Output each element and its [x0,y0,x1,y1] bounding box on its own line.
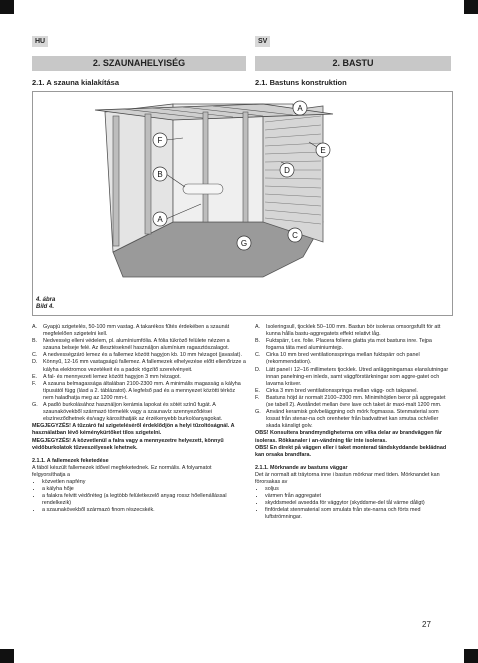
list-item: D. Könnyű, 12-16 mm vastagságú fallemez. A fallemezek elhelyezése előtt ellenőrizze a kályha elektromos vezetékeit és a padok rögzítő szerelvényeit. [32,359,246,373]
page-number: 27 [422,620,431,629]
callout-a-left: A [157,215,163,224]
column-sv [255,324,451,522]
subsection-header-sv: 2.1. Bastuns konstruktion [255,78,347,87]
figure-caption-sv: Bild 4. [36,304,55,310]
bullet-item: • közvetlen napfény [42,479,246,486]
corner-mark [0,0,14,14]
callout-c: C [292,231,298,240]
intro-text-hu: A fából készült fallemezek idővel megfeketednek. Ez normális. A folyamatot felgyorsíthatja a [32,464,212,478]
warning-note: OBS! En direkt på väggen eller i taket monterad tändskyddande beklädnad kan orsaka brandfara. [255,444,447,458]
list-item: C. Cirka 10 mm bred ventilationsspringa mellan fuktspärr och panel (rekommendation). [255,352,420,366]
warning-note: MEGJEGYZÉS! A közvetlenül a falra vagy a mennyezetre helyezett, könnyű védőburkolatok tűzveszélyesek lehetnek. [32,437,224,451]
section-header-hu: 2. SZAUNAHELYISÉG [32,56,246,71]
intro-text-sv: Det är normalt att träytorna inne i bastun mörknar med tiden. Mörknandet kan förorsakas av [255,471,440,485]
list-item: A. Isoleringsull, tjocklek 50–100 mm. Bastun bör isoleras omsorgsfullt för att kunna hålla bastu-aggregatets effekt relativt låg. [255,324,441,338]
bullet-item: • a falakra felvitt védőréteg (a legtöbb felületkezelő anyag rossz hőellenállással rendelkezik) [42,493,246,507]
subsection-title-sv: 2.1.1. Mörknande av bastuns väggar [255,464,348,471]
corner-mark [0,649,14,663]
list-item: A. Gyapjú szigetelés, 50-100 mm vastag. A takarékos fűtés érdekében a szaunát megfelelően szigetelni kell. [32,324,230,338]
subsection-title-hu: 2.1.1. A fallemezek feketedése [32,457,109,464]
bullet-list-hu [32,479,246,514]
callout-d: D [284,166,290,175]
list-item: C. A nedvességzáró lemez és a fallemez között hagyjon kb. 10 mm hézagot (javaslat). [32,352,242,359]
callout-f: F [157,136,163,145]
list-item: E. Cirka 3 mm bred ventilationsspringa mellan vägg- och takpanel. [255,387,418,394]
warning-note: MEGJEGYZÉS! A tűzzáró fal szigeteléséről érdeklődjön a helyi tűzoltóságnál. A használatban lévő kéménykürtőket tilos szigetelni. [32,423,235,437]
corner-mark [464,0,478,14]
list-item: B. Nedvesség elleni védelem, pl. alumíniumfólia. A fólia tükröző felülete nézzen a szauna belseje felé. Az illesztéseknél használjon alumínium ragasztószalagot. [32,338,230,352]
bullet-item: • a szaunakövekből származó finom részecskék. [42,507,246,514]
list-item: B. Fuktspärr, t.ex. folie. Placera foliens glatta yta mot bastuns inre. Tejpa fogarna täta med aluminiumtejp. [255,338,432,352]
language-tag-hu: HU [32,36,48,47]
figure-caption-hu: 4. ábra [36,297,56,303]
callout-b: B [157,170,163,179]
callout-g: G [240,239,248,248]
list-item: E. A fal- és mennyezeti lemez között hagyjon 3 mm hézagot. [32,373,181,380]
figure-caption [36,297,55,311]
bullet-item: • skyddsmedel avsedda för väggytor (skyddsme-del tål värme dåligt) [265,500,451,507]
bullet-item: • värmen från aggregatet [265,493,451,500]
list-item: F. Bastuns höjd är normalt 2100–2300 mm. Minimihöjden beror på aggregatet (se tabell 2). Avståndet mellan övre lave och taket är maxi-malt 1200 mm. [255,394,446,409]
column-hu [32,324,246,514]
list-item: G. A padló burkolásához használjon kerámia lapokat és sötét színű fugát. A szaunakövekből származó törmelék vagy a szaunavíz szennyeződései elszíneződhetnek és/vagy károsíthatják az érzékenyebb burkolóanyagokat. [32,402,223,423]
list-item: D. Lätt panel i 12–16 millimeters tjocklek. Utred anläggningarnas elanslutningar innan panelning-en inleds, samt väggförstärkningar som aggre-gatet och lavarna kräver. [255,366,449,387]
callout-a-top: A [297,104,303,113]
bullet-item: • finfördelat stenmaterial som smulats från ste-narna och förts med luftströmningar. [265,507,451,521]
subsection-header-hu: 2.1. A szauna kialakítása [32,78,119,87]
language-tag-sv: SV [255,36,270,47]
corner-mark [464,649,478,663]
warning-note: OBS! Konsultera brandmyndigheterna om vilka delar av brandväggen får isoleras. Rökkanaler i an-vändning får inte isoleras. [255,430,442,444]
bullet-list-sv [255,486,451,521]
list-item: F. A szauna belmagassága általában 2100-2300 mm. A minimális magasság a kályha típusától függ (lásd a 2. táblázatot). A legfelső pad és a mennyezet közötti térköz nem haladhatja meg az 1200 mm-t. [32,380,241,401]
sauna-construction-figure [32,91,453,316]
bullet-item: • soljus [265,486,451,493]
sauna-diagram [33,92,452,315]
callout-e: E [320,146,326,155]
list-item: G. Använd keramisk golvbeläggning och mörk fogmassa. Stenmaterial som lossat från stenar-na och orenheter från badvattnet kan smutsa och/eller skada känsligt golv. [255,409,439,430]
section-header-sv: 2. BASTU [255,56,451,71]
bullet-item: • a kályha hője [42,486,246,493]
